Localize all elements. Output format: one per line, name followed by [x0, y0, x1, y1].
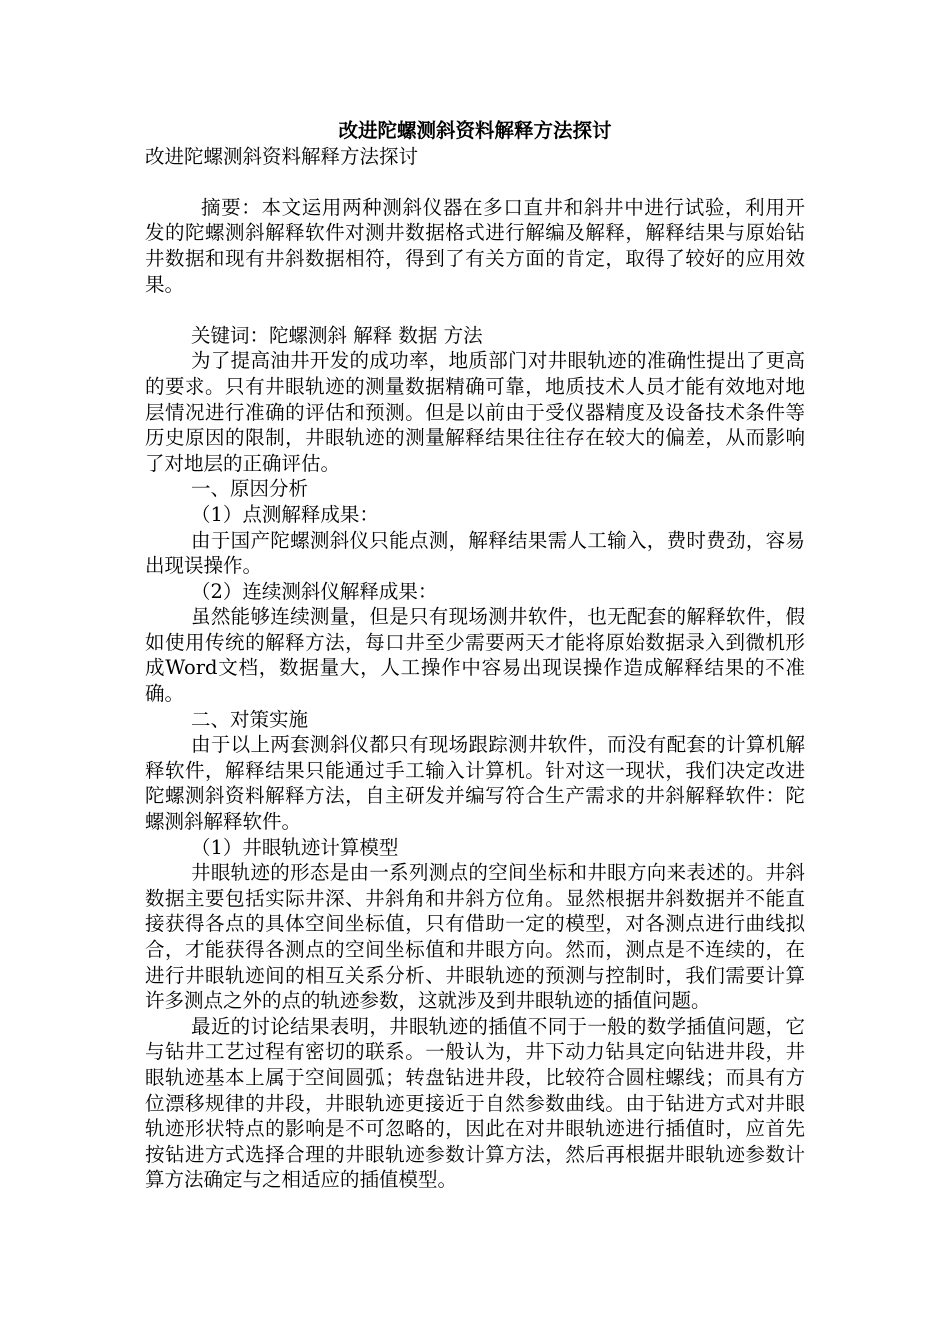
paragraph-continuous-inclinometer: 虽然能够连续测量，但是只有现场测井软件，也无配套的解释软件，假如使用传统的解释方法，每口井至少需要两天才能将原始数据录入到微机形成Word文档，数据量大，人工操作中容易出现误操作造成解释结果的不准确。: [145, 605, 805, 706]
section-heading-measures: 二、对策实施: [191, 707, 309, 731]
paragraph-interpolation: 最近的讨论结果表明，井眼轨迹的插值不同于一般的数学插值问题，它与钻井工艺过程有密切的联系。一般认为，井下动力钻具定向钻进井段，井眼轨迹基本上属于空间圆弧；转盘钻进井段，比较符合圆柱螺线；而具有方位漂移规律的井段，井眼轨迹更接近于自然参数曲线。由于钻进方式对井眼轨迹形状特点的影响是不可忽略的，因此在对井眼轨迹进行插值时，应首先按钻进方式选择合理的井眼轨迹参数计算方法，然后再根据井眼轨迹参数计算方法确定与之相适应的插值模型。: [145, 1014, 805, 1192]
subheading-trajectory-model: （1）井眼轨迹计算模型: [191, 835, 399, 859]
paragraph-measures: 由于以上两套测斜仪都只有现场跟踪测井软件，而没有配套的计算机解释软件，解释结果只能通过手工输入计算机。针对这一现状，我们决定改进陀螺测斜资料解释方法，自主研发并编写符合生产需求的井斜解释软件：陀螺测斜解释软件。: [145, 733, 805, 834]
abstract-paragraph: 摘要：本文运用两种测斜仪器在多口直井和斜井中进行试验，利用开发的陀螺测斜解释软件对测井数据格式进行解编及解释，解释结果与原始钻井数据和现有井斜数据相符，得到了有关方面的肯定，取得了较好的应用效果。: [145, 195, 805, 296]
blank-line: [145, 297, 805, 323]
section-heading-cause: 一、原因分析: [191, 477, 309, 501]
document-title: 改进陀螺测斜资料解释方法探讨: [338, 119, 612, 142]
paragraph-point-measurement: 由于国产陀螺测斜仪只能点测，解释结果需人工输入，费时费劲，容易出现误操作。: [145, 528, 805, 578]
subheading-point-measurement: （1）点测解释成果：: [191, 502, 379, 526]
subheading-continuous-inclinometer: （2）连续测斜仪解释成果：: [191, 579, 438, 603]
intro-paragraph: 为了提高油井开发的成功率，地质部门对井眼轨迹的准确性提出了更高的要求。只有井眼轨迹的测量数据精确可靠，地质技术人员才能有效地对地层情况进行准确的评估和预测。但是以前由于受仪器精度及设备技术条件等历史原因的限制，井眼轨迹的测量解释结果往往存在较大的偏差，从而影响了对地层的正确评估。: [145, 349, 805, 475]
document-subtitle: 改进陀螺测斜资料解释方法探讨: [145, 144, 419, 168]
blank-line: [145, 169, 805, 195]
keywords-line: 关键词：陀螺测斜 解释 数据 方法: [191, 323, 483, 347]
document-page: [145, 118, 805, 1193]
paragraph-trajectory-model: 井眼轨迹的形态是由一系列测点的空间坐标和井眼方向来表述的。井斜数据主要包括实际井深、井斜角和井斜方位角。显然根据井斜数据并不能直接获得各点的具体空间坐标值，只有借助一定的模型，对各测点进行曲线拟合，才能获得各测点的空间坐标值和井眼方向。然而，测点是不连续的，在进行井眼轨迹间的相互关系分析、井眼轨迹的预测与控制时，我们需要计算许多测点之外的点的轨迹参数，这就涉及到井眼轨迹的插值问题。: [145, 861, 805, 1013]
